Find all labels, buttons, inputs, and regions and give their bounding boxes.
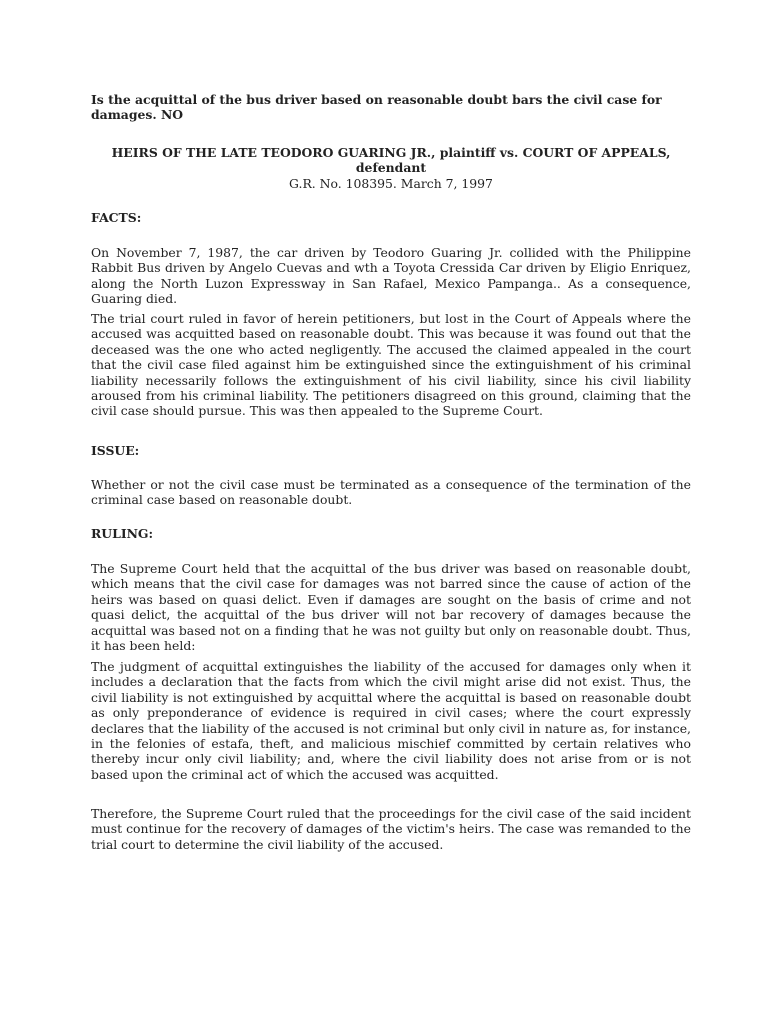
- case-title: HEIRS OF THE LATE TEODORO GUARING JR., plaintiff vs. COURT OF APPEALS, defendant: [111, 145, 671, 176]
- ruling-heading: RULING:: [91, 526, 154, 541]
- ruling-quote-paragraph: The judgment of acquittal extinguishes the liability of the accused for damages only when it includes a declaration that the facts from which the civil might arise did not exist. Thus, the civil liability is not extinguished by acquittal where the acquittal is based on reasonable doubt as only preponderance of evidence is required in civil cases; where the court expressly declares that the liability of the accused is not criminal but only civil in nature as, for instance, in the felonies of estafa, theft, and malicious mischief committed by certain relatives who thereby incur only civil liability; and, where the civil liability does not arise from or is not based upon the criminal act of which the accused was acquitted.: [91, 659, 691, 782]
- facts-heading: FACTS:: [91, 210, 142, 225]
- facts-paragraph: On November 7, 1987, the car driven by Teodoro Guaring Jr. collided with the Philippine Rabbit Bus driven by Angelo Cuevas and wth a Toyota Cressida Car driven by Eligio Enriquez, along the North Luzon Expressway in San Rafael, Mexico Pampanga.. As a consequence, Guaring died.: [91, 245, 691, 307]
- issue-heading: ISSUE:: [91, 443, 140, 458]
- question-heading: Is the acquittal of the bus driver based on reasonable doubt bars the civil case for damages. NO: [91, 92, 662, 123]
- facts-paragraph: The trial court ruled in favor of herein petitioners, but lost in the Court of Appeals where the accused was acquitted based on reasonable doubt. This was because it was found out that the deceased was the one who acted negligently. The accused the claimed appealed in the court that the civil case filed against him be extinguished since the extinguishment of his criminal liability necessarily follows the extinguishment of his civil liability, since his civil liability aroused from his criminal liability. The petitioners disagreed on this ground, claiming that the civil case should pursue. This was then appealed to the Supreme Court.: [91, 311, 691, 419]
- case-citation: G.R. No. 108395. March 7, 1997: [289, 175, 493, 191]
- case-header: [91, 145, 691, 191]
- ruling-conclusion-paragraph: Therefore, the Supreme Court ruled that the proceedings for the civil case of the said incident must continue for the recovery of damages of the victim's heirs. The case was remanded to the trial court to determine the civil liability of the accused.: [91, 806, 691, 852]
- issue-paragraph: Whether or not the civil case must be terminated as a consequence of the termination of the criminal case based on reasonable doubt.: [91, 477, 691, 508]
- ruling-paragraph: The Supreme Court held that the acquittal of the bus driver was based on reasonable doubt, which means that the civil case for damages was not barred since the cause of action of the heirs was based on quasi delict. Even if damages are sought on the basis of crime and not quasi delict, the acquittal of the bus driver will not bar recovery of damages because the acquittal was based not on a finding that he was not guilty but only on reasonable doubt. Thus, it has been held:: [91, 561, 691, 654]
